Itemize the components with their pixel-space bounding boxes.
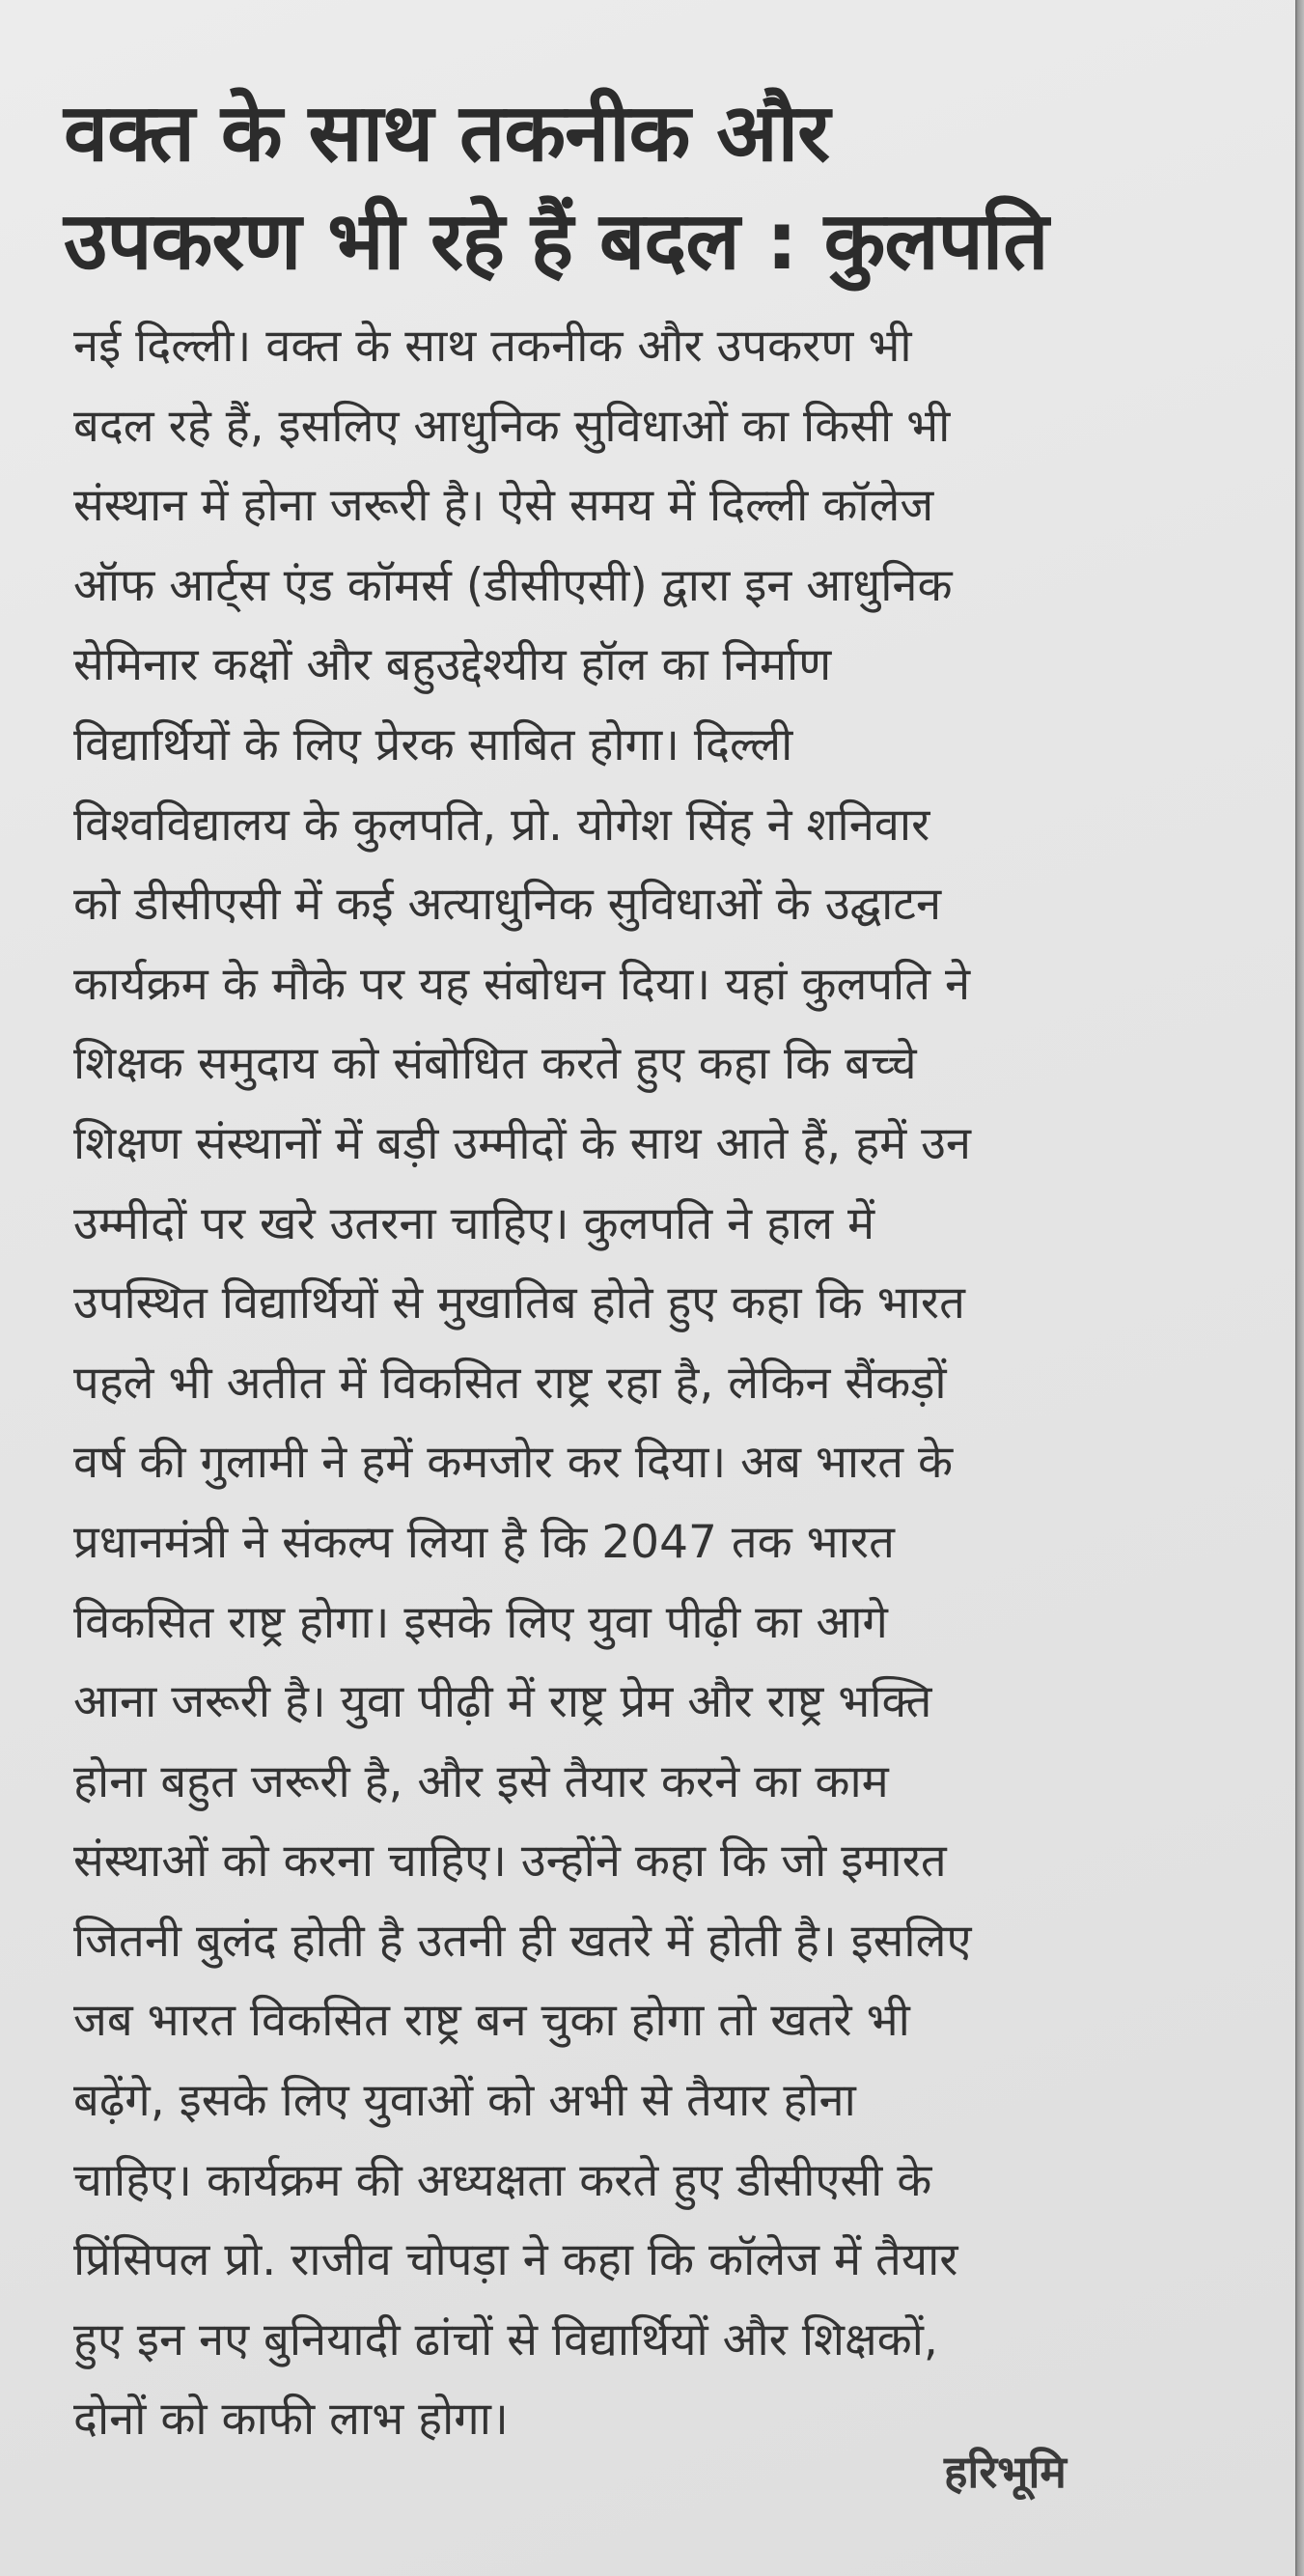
- article-body: [73, 307, 1251, 2460]
- body-line: कार्यक्रम के मौके पर यह संबोधन दिया। यहां कुलपति ने: [73, 957, 971, 1011]
- body-line: उपस्थित विद्यार्थियों से मुखातिब होते हुए कहा कि भारत: [73, 1276, 965, 1330]
- body-line: ऑफ आर्ट्स एंड कॉमर्स (डीसीएसी) द्वारा इन आधुनिक: [73, 558, 953, 612]
- body-line: विश्वविद्यालय के कुलपति, प्रो. योगेश सिंह ने शनिवार: [73, 798, 930, 852]
- body-line: होना बहुत जरूरी है, और इसे तैयार करने का काम: [73, 1754, 889, 1808]
- body-line: जितनी बुलंद होती है उतनी ही खतरे में होती है। इसलिए: [73, 1914, 972, 1968]
- body-line: संस्थाओं को करना चाहिए। उन्होंने कहा कि जो इमारत: [73, 1834, 947, 1889]
- body-line: वर्ष की गुलामी ने हमें कमजोर कर दिया। अब भारत के: [73, 1436, 954, 1490]
- body-line: विकसित राष्ट्र होगा। इसके लिए युवा पीढ़ी का आगे: [73, 1595, 888, 1649]
- page-edge-divider: [1295, 0, 1304, 2576]
- body-line: चाहिए। कार्यक्रम की अध्यक्षता करते हुए डीसीएसी के: [73, 2153, 932, 2207]
- body-line: नई दिल्ली। वक्त के साथ तकनीक और उपकरण भी: [73, 320, 912, 373]
- body-line: शिक्षण संस्थानों में बड़ी उम्मीदों के साथ आते हैं, हमें उन: [73, 1116, 971, 1170]
- body-line: शिक्षक समुदाय को संबोधित करते हुए कहा कि बच्चे: [73, 1037, 917, 1091]
- body-line: दोनों को काफी लाभ होगा।: [73, 2393, 509, 2447]
- body-line: संस्थान में होना जरूरी है। ऐसे समय में दिल्ली कॉलेज: [73, 479, 934, 533]
- body-line: पहले भी अतीत में विकसित राष्ट्र रहा है, लेकिन सैंकड़ों: [73, 1356, 947, 1410]
- body-line: आना जरूरी है। युवा पीढ़ी में राष्ट्र प्रेम और राष्ट्र भक्ति: [73, 1675, 932, 1729]
- body-line: सेमिनार कक्षों और बहुउद्देश्यीय हॉल का निर्माण: [73, 638, 832, 692]
- headline-line-1: वक्त के साथ तकनीक और: [64, 86, 830, 180]
- body-line: को डीसीएसी में कई अत्याधुनिक सुविधाओं के उद्घाटन: [73, 878, 942, 932]
- body-line: बदल रहे हैं, इसलिए आधुनिक सुविधाओं का किसी भी: [73, 399, 951, 453]
- body-line: प्रधानमंत्री ने संकल्प लिया है कि 2047 तक भारत: [73, 1515, 895, 1569]
- body-line: जब भारत विकसित राष्ट्र बन चुका होगा तो खतरे भी: [73, 1994, 910, 2048]
- headline: [64, 79, 1261, 295]
- body-line: विद्यार्थियों के लिए प्रेरक साबित होगा। दिल्ली: [73, 717, 793, 771]
- body-line: हुए इन नए बुनियादी ढांचों से विद्यार्थियों और शिक्षकों,: [73, 2312, 938, 2366]
- body-line: प्रिंसिपल प्रो. राजीव चोपड़ा ने कहा कि कॉलेज में तैयार: [73, 2233, 958, 2287]
- body-line: बढ़ेंगे, इसके लिए युवाओं को अभी से तैयार होना: [73, 2074, 856, 2128]
- headline-line-2: उपकरण भी रहे हैं बदल : कुलपति: [64, 194, 1048, 288]
- body-line: उम्मीदों पर खरे उतरना चाहिए। कुलपति ने हाल में: [73, 1196, 875, 1250]
- source-credit: हरिभूमि: [944, 2446, 1067, 2498]
